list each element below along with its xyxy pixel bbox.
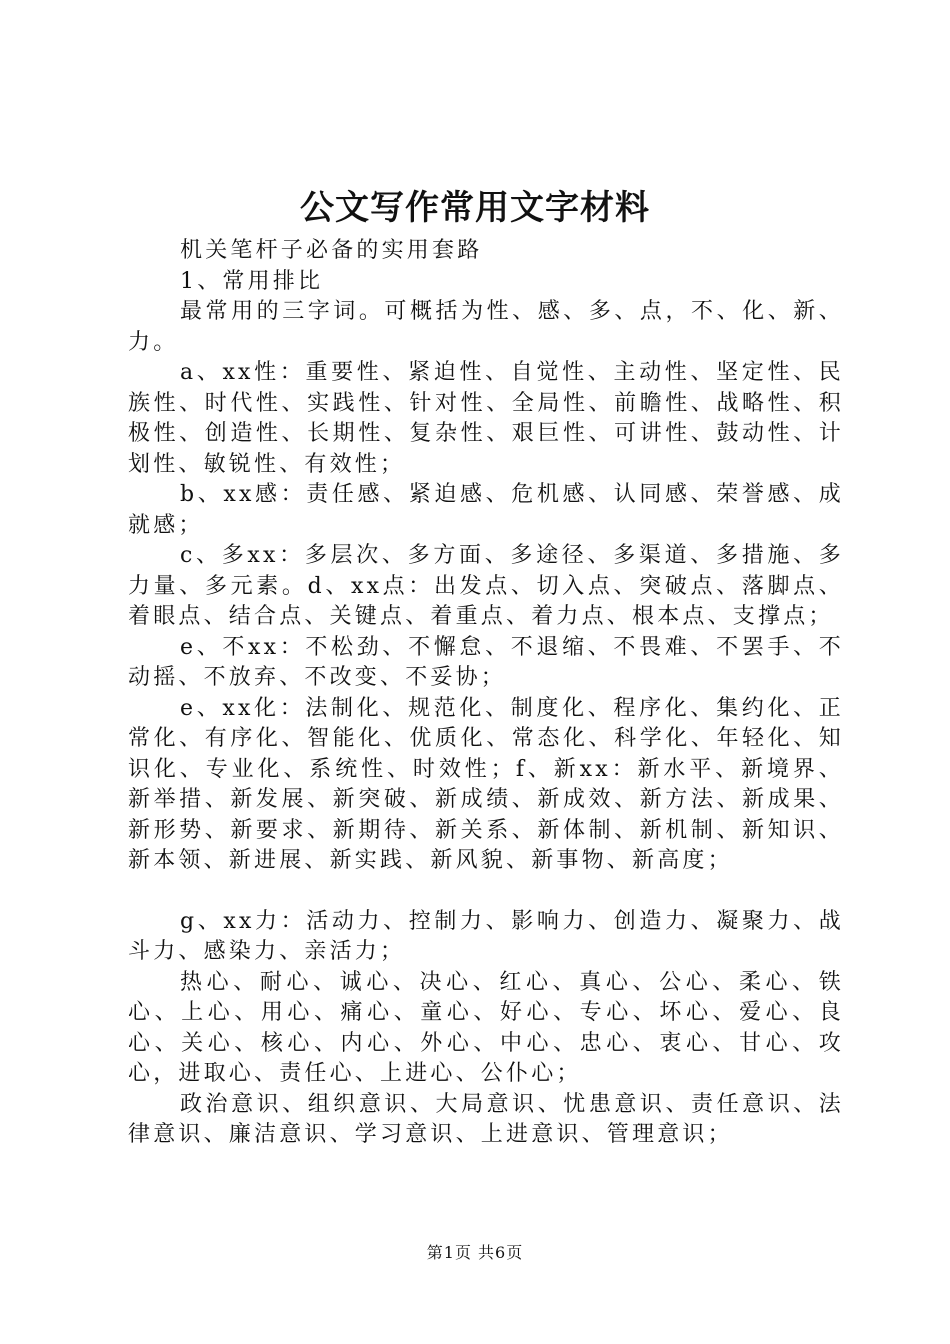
paragraph-intro: 最常用的三字词。可概括为性、感、多、点，不、化、新、力。 [128,299,844,355]
paragraph-li: g、xx力：活动力、控制力、影响力、创造力、凝聚力、战斗力、感染力、亲活力； [128,908,844,964]
page-footer: 第1页 共6页 [426,1243,524,1262]
paragraph-bu: e、不xx：不松劲、不懈怠、不退缩、不畏难、不罢手、不动摇、不放弃、不改变、不妥协； [128,634,844,690]
paragraph-duo-dian: c、多xx：多层次、多方面、多途径、多渠道、多措施、多力量、多元素。d、xx点：出发点、切入点、突破点、落脚点、着眼点、结合点、关键点、着重点、着力点、根本点、支撑点； [128,543,844,629]
document-title: 公文写作常用文字材料 [300,188,650,228]
paragraph-xin: 热心、耐心、诚心、决心、红心、真心、公心、柔心、铁心、上心、用心、痛心、童心、好心、专心、坏心、爱心、良心、关心、核心、内心、外心、中心、忠心、衷心、甘心、攻心，进取心、责任心、上进心、公仆心； [128,969,844,1086]
paragraph-section-heading: 1、常用排比 [180,268,324,294]
paragraph-hua-xin: e、xx化：法制化、规范化、制度化、程序化、集约化、正常化、有序化、智能化、优质化、常态化、科学化、年轻化、知识化、专业化、系统性、时效性；f、新xx：新水平、新境界、新举措、新发展、新突破、新成绩、新成效、新方法、新成果、新形势、新要求、新期待、新关系、新体制、新机制、新知识、新本领、新进展、新实践、新风貌、新事物、新高度； [128,695,844,873]
paragraph-subtitle: 机关笔杆子必备的实用套路 [180,238,483,263]
paragraph-yishi: 政治意识、组织意识、大局意识、忧患意识、责任意识、法律意识、廉洁意识、学习意识、上进意识、管理意识； [128,1091,844,1147]
document-body [128,236,844,1151]
paragraph-xing: a、xx性：重要性、紧迫性、自觉性、主动性、坚定性、民族性、时代性、实践性、针对性、全局性、前瞻性、战略性、积极性、创造性、长期性、复杂性、艰巨性、可讲性、鼓动性、计划性、敏锐性、有效性； [128,360,844,477]
paragraph-gan: b、xx感：责任感、紧迫感、危机感、认同感、荣誉感、成就感； [128,482,844,538]
